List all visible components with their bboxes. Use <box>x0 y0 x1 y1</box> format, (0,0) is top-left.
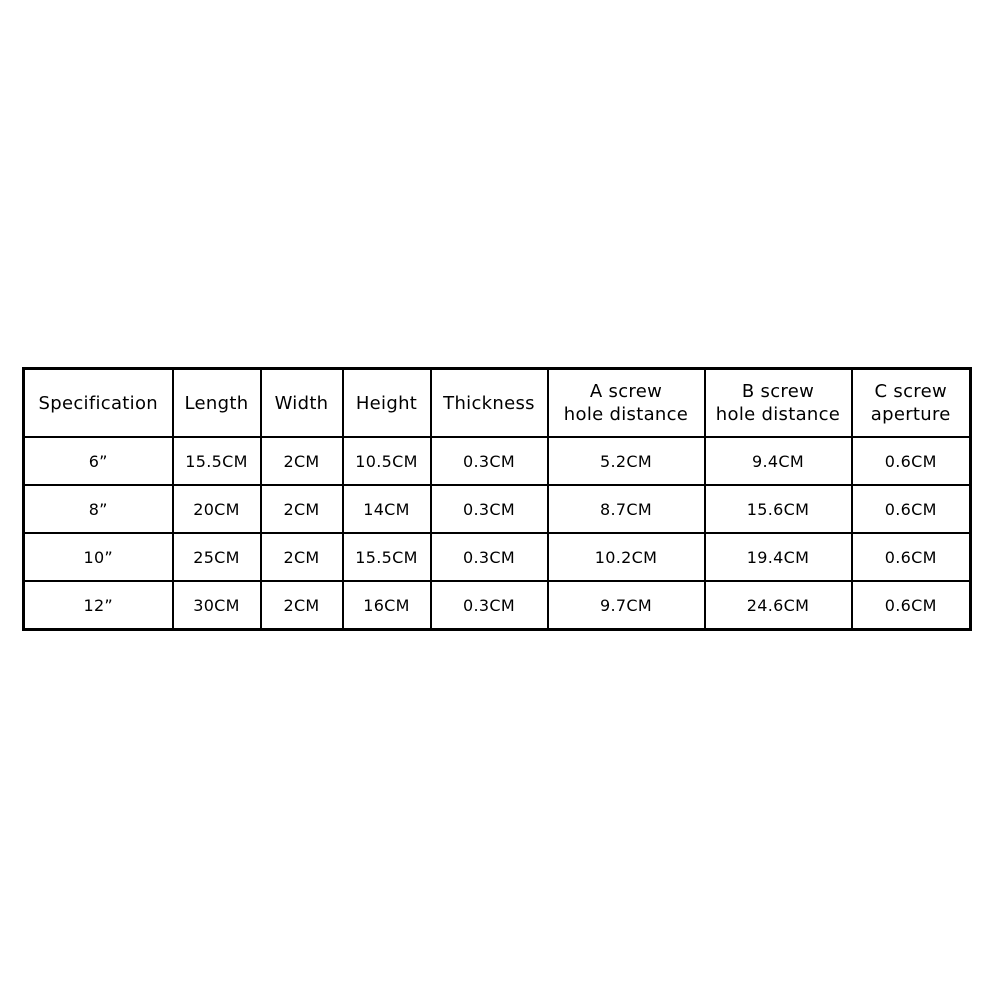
header-label: aperture <box>870 404 951 425</box>
table-row <box>24 581 971 630</box>
table-cell: 0.6CM <box>852 581 971 630</box>
table-cell: 16CM <box>343 581 431 630</box>
header-cell <box>261 369 343 438</box>
table-cell: 8.7CM <box>548 485 705 533</box>
header-cell <box>24 369 173 438</box>
table-cell: 0.6CM <box>852 437 971 485</box>
table-cell: 19.4CM <box>705 533 852 581</box>
table-cell: 0.6CM <box>852 485 971 533</box>
header-cell <box>548 369 705 438</box>
table-row <box>24 437 971 485</box>
table-header-row <box>24 369 971 438</box>
table-cell: 14CM <box>343 485 431 533</box>
header-label: Width <box>274 392 329 414</box>
table-cell: 0.6CM <box>852 533 971 581</box>
table-cell: 12” <box>24 581 173 630</box>
table-cell: 9.4CM <box>705 437 852 485</box>
table-cell: 15.5CM <box>173 437 261 485</box>
table-cell: 10” <box>24 533 173 581</box>
table-cell: 2CM <box>261 581 343 630</box>
table-cell: 8” <box>24 485 173 533</box>
table-cell: 20CM <box>173 485 261 533</box>
header-label: hole distance <box>715 404 841 425</box>
table-cell: 15.5CM <box>343 533 431 581</box>
header-cell <box>705 369 852 438</box>
header-cell <box>173 369 261 438</box>
table-cell: 25CM <box>173 533 261 581</box>
header-cell <box>852 369 971 438</box>
table-cell: 2CM <box>261 485 343 533</box>
header-label: Thickness <box>443 392 535 414</box>
table-cell: 15.6CM <box>705 485 852 533</box>
table-cell: 9.7CM <box>548 581 705 630</box>
header-cell <box>343 369 431 438</box>
table-cell: 10.5CM <box>343 437 431 485</box>
table-cell: 2CM <box>261 533 343 581</box>
table-cell: 10.2CM <box>548 533 705 581</box>
table-cell: 0.3CM <box>431 437 548 485</box>
table-cell: 0.3CM <box>431 581 548 630</box>
header-label: hole distance <box>563 404 689 425</box>
specification-table <box>22 367 972 631</box>
header-label: Specification <box>38 392 158 414</box>
header-cell <box>431 369 548 438</box>
table-cell: 5.2CM <box>548 437 705 485</box>
header-label: B screw <box>741 381 815 402</box>
header-label: C screw <box>874 381 947 402</box>
table-cell: 24.6CM <box>705 581 852 630</box>
table-row <box>24 485 971 533</box>
table-cell: 0.3CM <box>431 533 548 581</box>
table-cell: 0.3CM <box>431 485 548 533</box>
header-label: Height <box>355 392 418 414</box>
table-cell: 2CM <box>261 437 343 485</box>
header-label: Length <box>184 392 249 414</box>
table-row <box>24 533 971 581</box>
table-cell: 30CM <box>173 581 261 630</box>
header-label: A screw <box>589 381 663 402</box>
table-cell: 6” <box>24 437 173 485</box>
